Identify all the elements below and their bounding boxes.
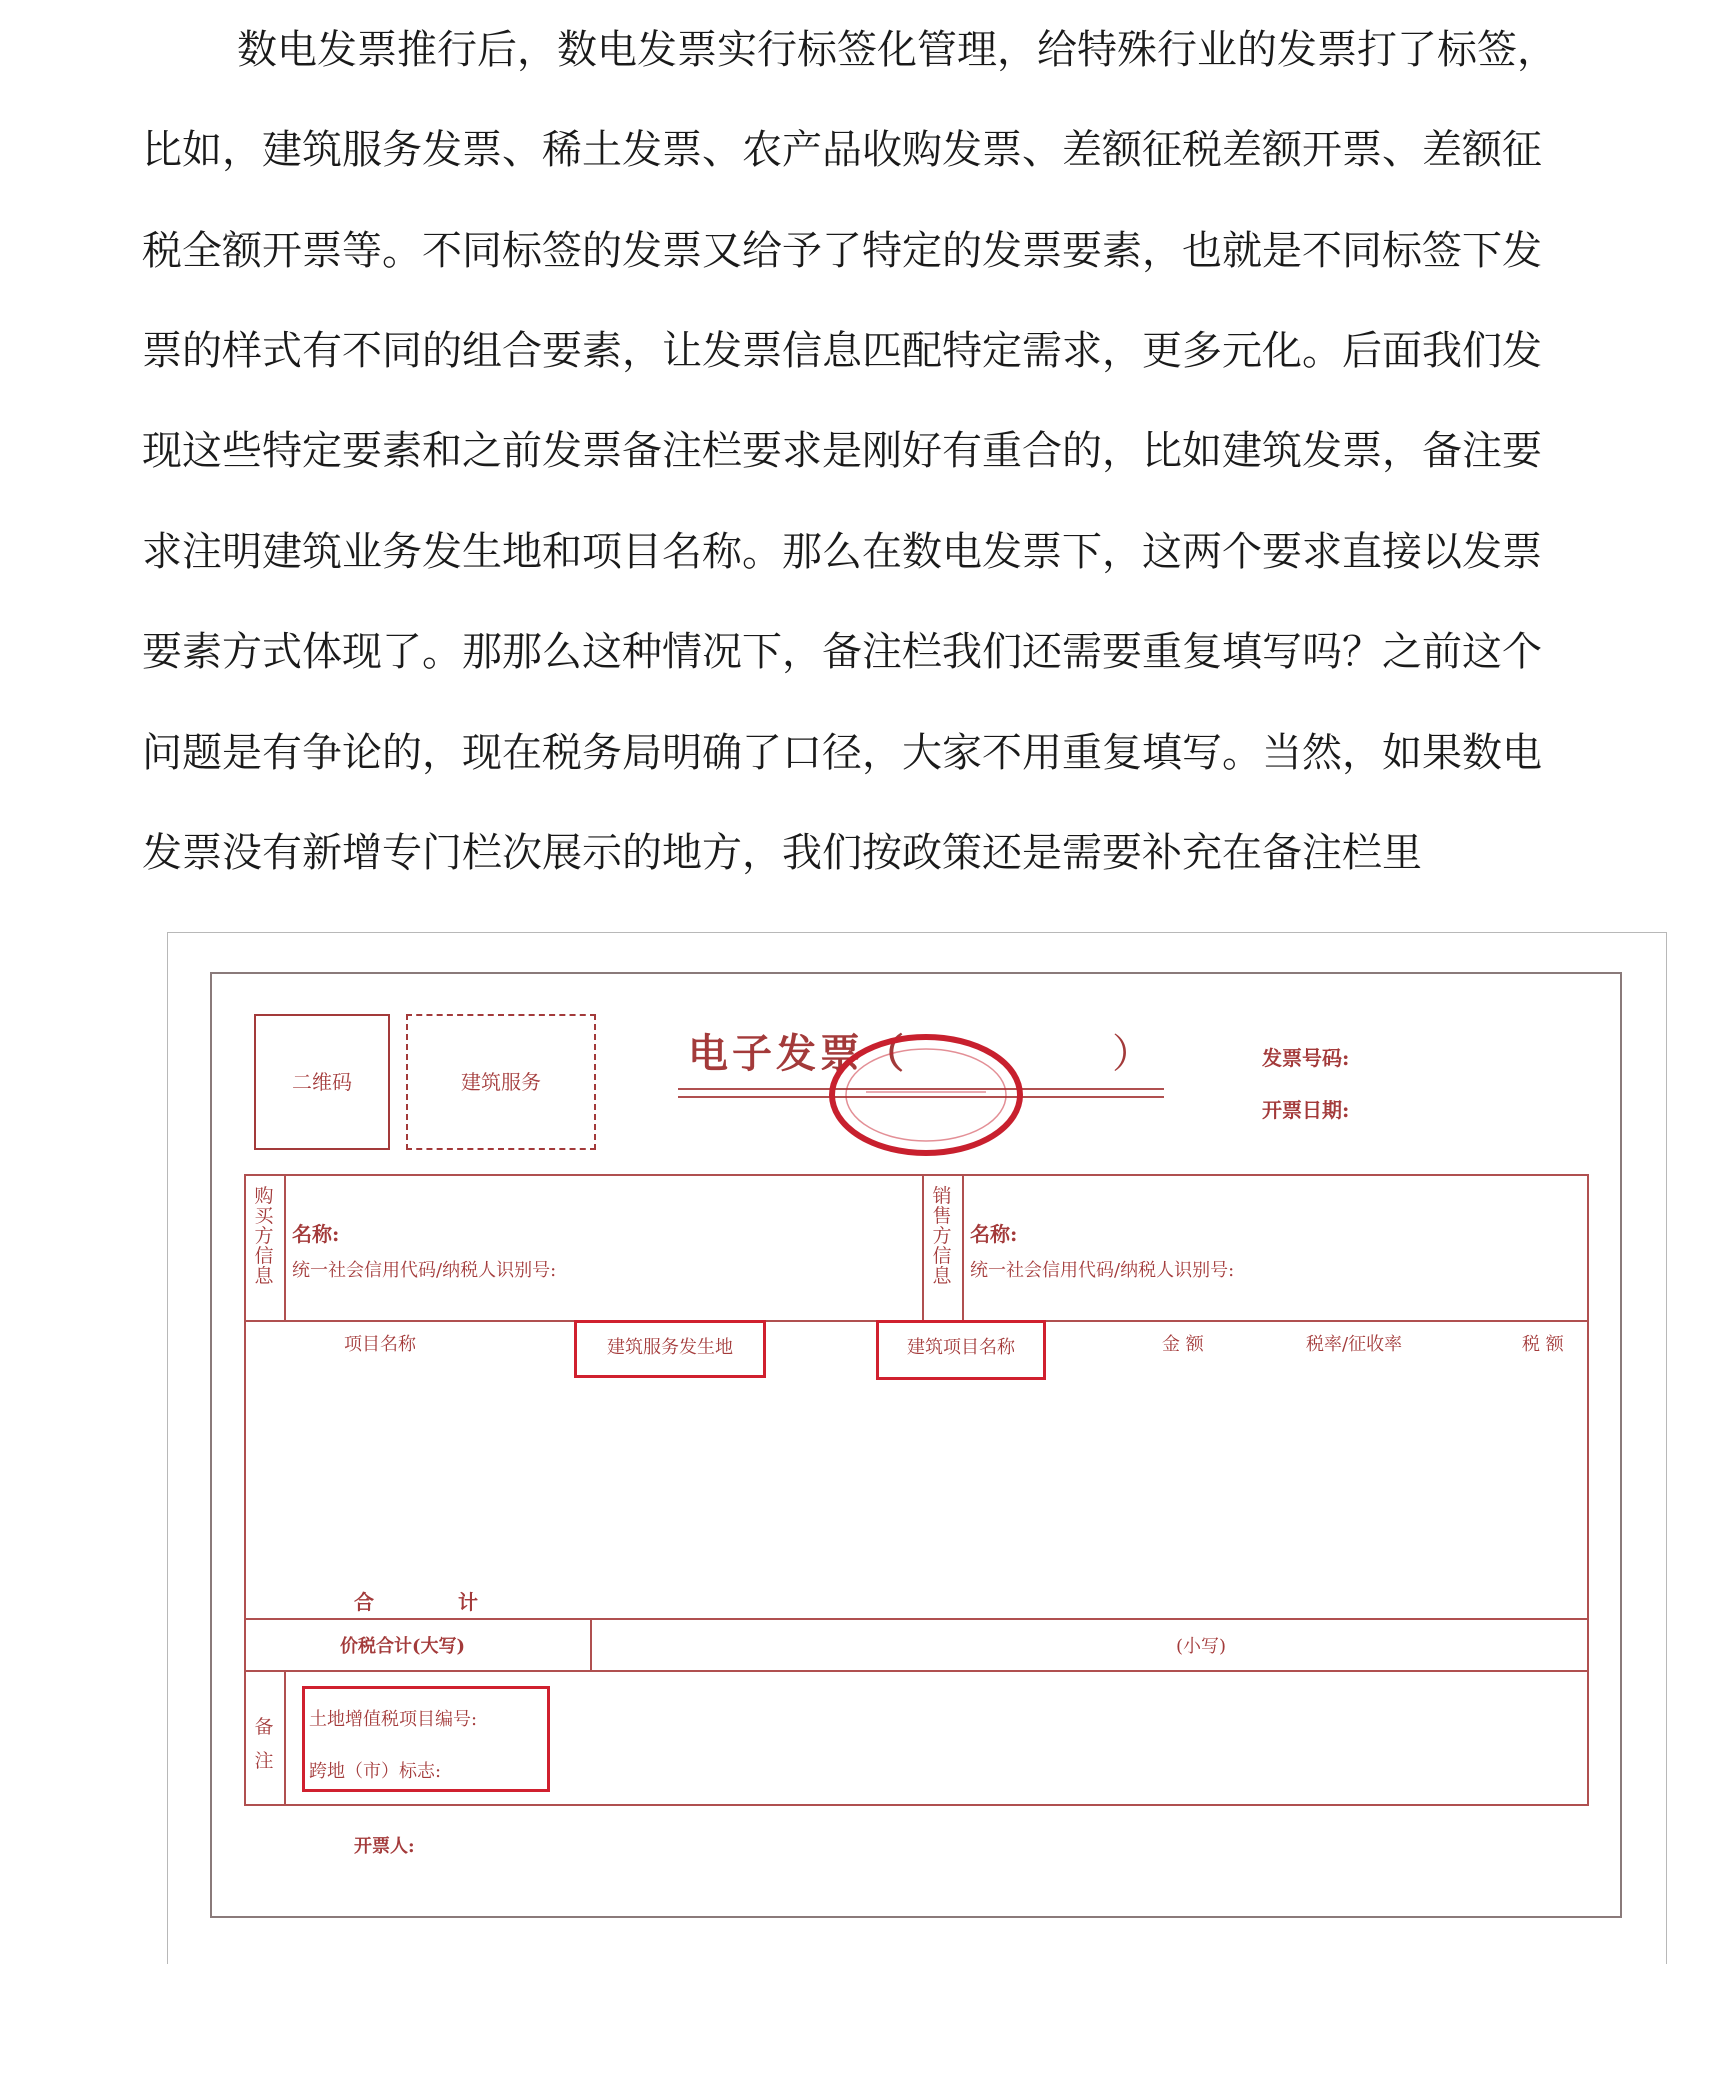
tax-bureau-seal [826, 1030, 1026, 1160]
paragraph-line: 比如，建筑服务发票、稀土发票、农产品收购发票、差额征税差额开票、差额征 [142, 127, 1542, 173]
invoice-number-label: 发票号码: [1262, 1046, 1350, 1070]
paragraph-line: 数电发票推行后，数电发票实行标签化管理，给特殊行业的发票打了标签， [237, 27, 1557, 73]
buyer-name-label: 名称: [292, 1222, 340, 1246]
invoice-title: 电子发票（ [688, 1030, 908, 1077]
cross-region-label: 跨地（市）标志: [309, 1761, 442, 1782]
issue-date-label: 开票日期: [1262, 1098, 1350, 1122]
remarks-highlight [302, 1686, 550, 1792]
project-name-highlight [876, 1320, 1046, 1380]
col-project-name: 建筑项目名称 [907, 1337, 1015, 1358]
seller-credit-code-label: 统一社会信用代码/纳税人识别号: [970, 1260, 1235, 1281]
seller-side-label: 销售方信息 [932, 1185, 952, 1287]
total-label-2: 计 [458, 1590, 478, 1614]
party-divider [922, 1174, 924, 1320]
seller-side-divider [962, 1174, 964, 1320]
service-location-highlight [574, 1320, 766, 1378]
invoice-sample [210, 972, 1622, 1918]
invoice-tag-box [406, 1014, 596, 1150]
remarks-side-divider [284, 1670, 286, 1806]
total-figure-label: (小写) [1176, 1636, 1227, 1657]
seller-name-label: 名称: [970, 1222, 1018, 1246]
total-label: 合 [354, 1590, 374, 1614]
col-amount: 金 额 [1162, 1334, 1204, 1355]
buyer-credit-code-label: 统一社会信用代码/纳税人识别号: [292, 1260, 557, 1281]
col-tax-rate: 税率/征收率 [1306, 1334, 1403, 1355]
buyer-side-divider [284, 1174, 286, 1320]
land-vat-project-label: 土地增值税项目编号: [309, 1709, 478, 1730]
paragraph-line: 问题是有争论的，现在税务局明确了口径，大家不用重复填写。当然，如果数电 [142, 730, 1542, 776]
paragraph-line: 发票没有新增专门栏次展示的地方，我们按政策还是需要补充在备注栏里 [142, 830, 1422, 876]
paragraph-line: 要素方式体现了。那那么这种情况下，备注栏我们还需要重复填写吗？之前这个 [142, 629, 1542, 675]
buyer-side-label: 购买方信息 [254, 1185, 274, 1287]
qr-code-label: 二维码 [292, 1070, 352, 1094]
invoice-title-close: ） [1112, 1031, 1152, 1077]
invoice-tag-label: 建筑服务 [461, 1070, 541, 1094]
paragraph-line: 票的样式有不同的组合要素，让发票信息匹配特定需求，更多元化。后面我们发 [142, 328, 1542, 374]
drawer-label: 开票人: [354, 1836, 415, 1857]
total-words-label: 价税合计(大写) [340, 1636, 466, 1657]
paragraph-line: 现这些特定要素和之前发票备注栏要求是刚好有重合的，比如建筑发票，备注要 [142, 428, 1542, 474]
paragraph-line: 税全额开票等。不同标签的发票又给予了特定的发票要素，也就是不同标签下发 [142, 228, 1542, 274]
col-item-name: 项目名称 [344, 1334, 416, 1355]
col-tax: 税 额 [1522, 1334, 1564, 1355]
paragraph-line: 求注明建筑业务发生地和项目名称。那么在数电发票下，这两个要求直接以发票 [142, 529, 1542, 575]
price-total-row-bottom [244, 1670, 1589, 1672]
total-row-bottom [244, 1618, 1589, 1620]
col-service-location: 建筑服务发生地 [607, 1337, 733, 1358]
remarks-side-label: 备注 [254, 1716, 274, 1772]
total-words-divider [590, 1618, 592, 1670]
qr-code-box [254, 1014, 390, 1150]
